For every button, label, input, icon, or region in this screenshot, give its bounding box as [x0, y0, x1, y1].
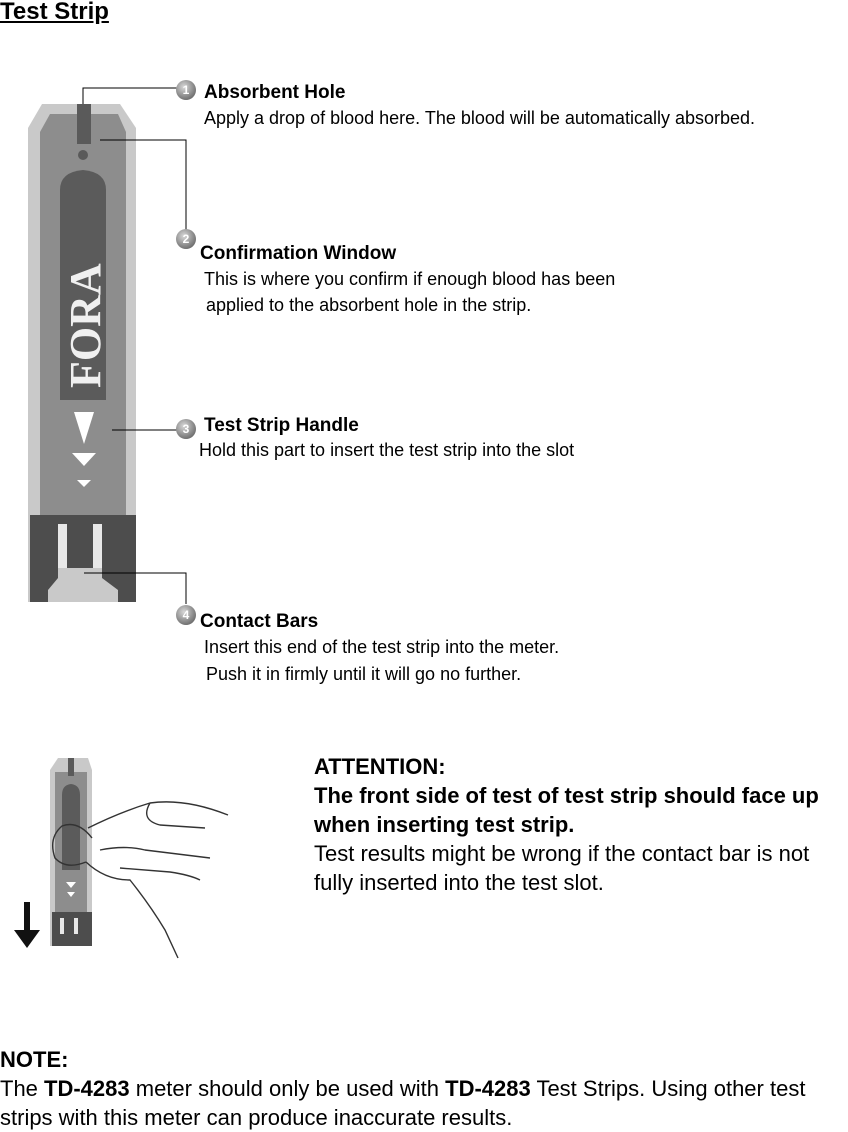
callout-4-title: Contact Bars: [200, 611, 319, 632]
callout-1-badge: 1: [176, 80, 196, 100]
small-contact-bar-1: [60, 918, 64, 934]
callout-3-text: Hold this part to insert the test strip into the slot: [199, 440, 575, 460]
note-block: [0, 1045, 848, 1132]
attention-emphasis: The front side of test of test strip should face up when inserting test strip.: [314, 783, 819, 837]
insertion-illustration: [14, 758, 228, 958]
callout-1-text: Apply a drop of blood here. The blood will be automatically absorbed.: [204, 108, 756, 128]
note-heading: NOTE:: [0, 1047, 69, 1072]
attention-heading: ATTENTION:: [314, 754, 446, 779]
page-title: Test Strip: [0, 0, 109, 25]
absorbent-slot: [77, 104, 91, 144]
callout-4-text-line-1: Insert this end of the test strip into the meter.: [204, 637, 560, 657]
callout-1-title: Absorbent Hole: [204, 82, 346, 103]
callout-2-text-line-2: applied to the absorbent hole in the strip.: [206, 295, 532, 315]
absorbent-hole: [78, 150, 88, 160]
down-arrow-head: [14, 930, 40, 948]
callout-2-title: Confirmation Window: [200, 243, 397, 264]
note-model-2: TD-4283: [445, 1076, 531, 1101]
note-part-2: meter should only be used with: [129, 1076, 446, 1101]
strip-brand-logo: FORA: [61, 263, 110, 388]
attention-block: [314, 752, 848, 897]
callout-4-text-line-2: Push it in firmly until it will go no further.: [206, 664, 522, 684]
small-strip-window: [62, 784, 80, 870]
contact-bar-2: [93, 524, 102, 568]
note-part-1: The: [0, 1076, 45, 1101]
leader-1: [83, 88, 178, 104]
down-arrow-shaft: [24, 902, 30, 932]
callout-2-text-line-1: This is where you confirm if enough blood has been: [204, 269, 616, 289]
callout-3-badge: 3: [176, 419, 196, 439]
callout-2-badge: 2: [176, 229, 196, 249]
small-contact-bar-2: [74, 918, 78, 934]
contact-bar-1: [58, 524, 67, 568]
note-model-1: TD-4283: [44, 1076, 130, 1101]
callout-4-badge: 4: [176, 605, 196, 625]
attention-text: Test results might be wrong if the contact bar is not fully inserted into the test slot.: [314, 841, 810, 895]
small-strip-slot: [68, 758, 74, 776]
note-text: [0, 1074, 848, 1132]
callout-3-title: Test Strip Handle: [204, 415, 359, 436]
small-strip-contacts: [52, 912, 92, 946]
note-part-3: Test Strips. Using other test strips with this meter can produce inaccurate results.: [0, 1076, 806, 1130]
